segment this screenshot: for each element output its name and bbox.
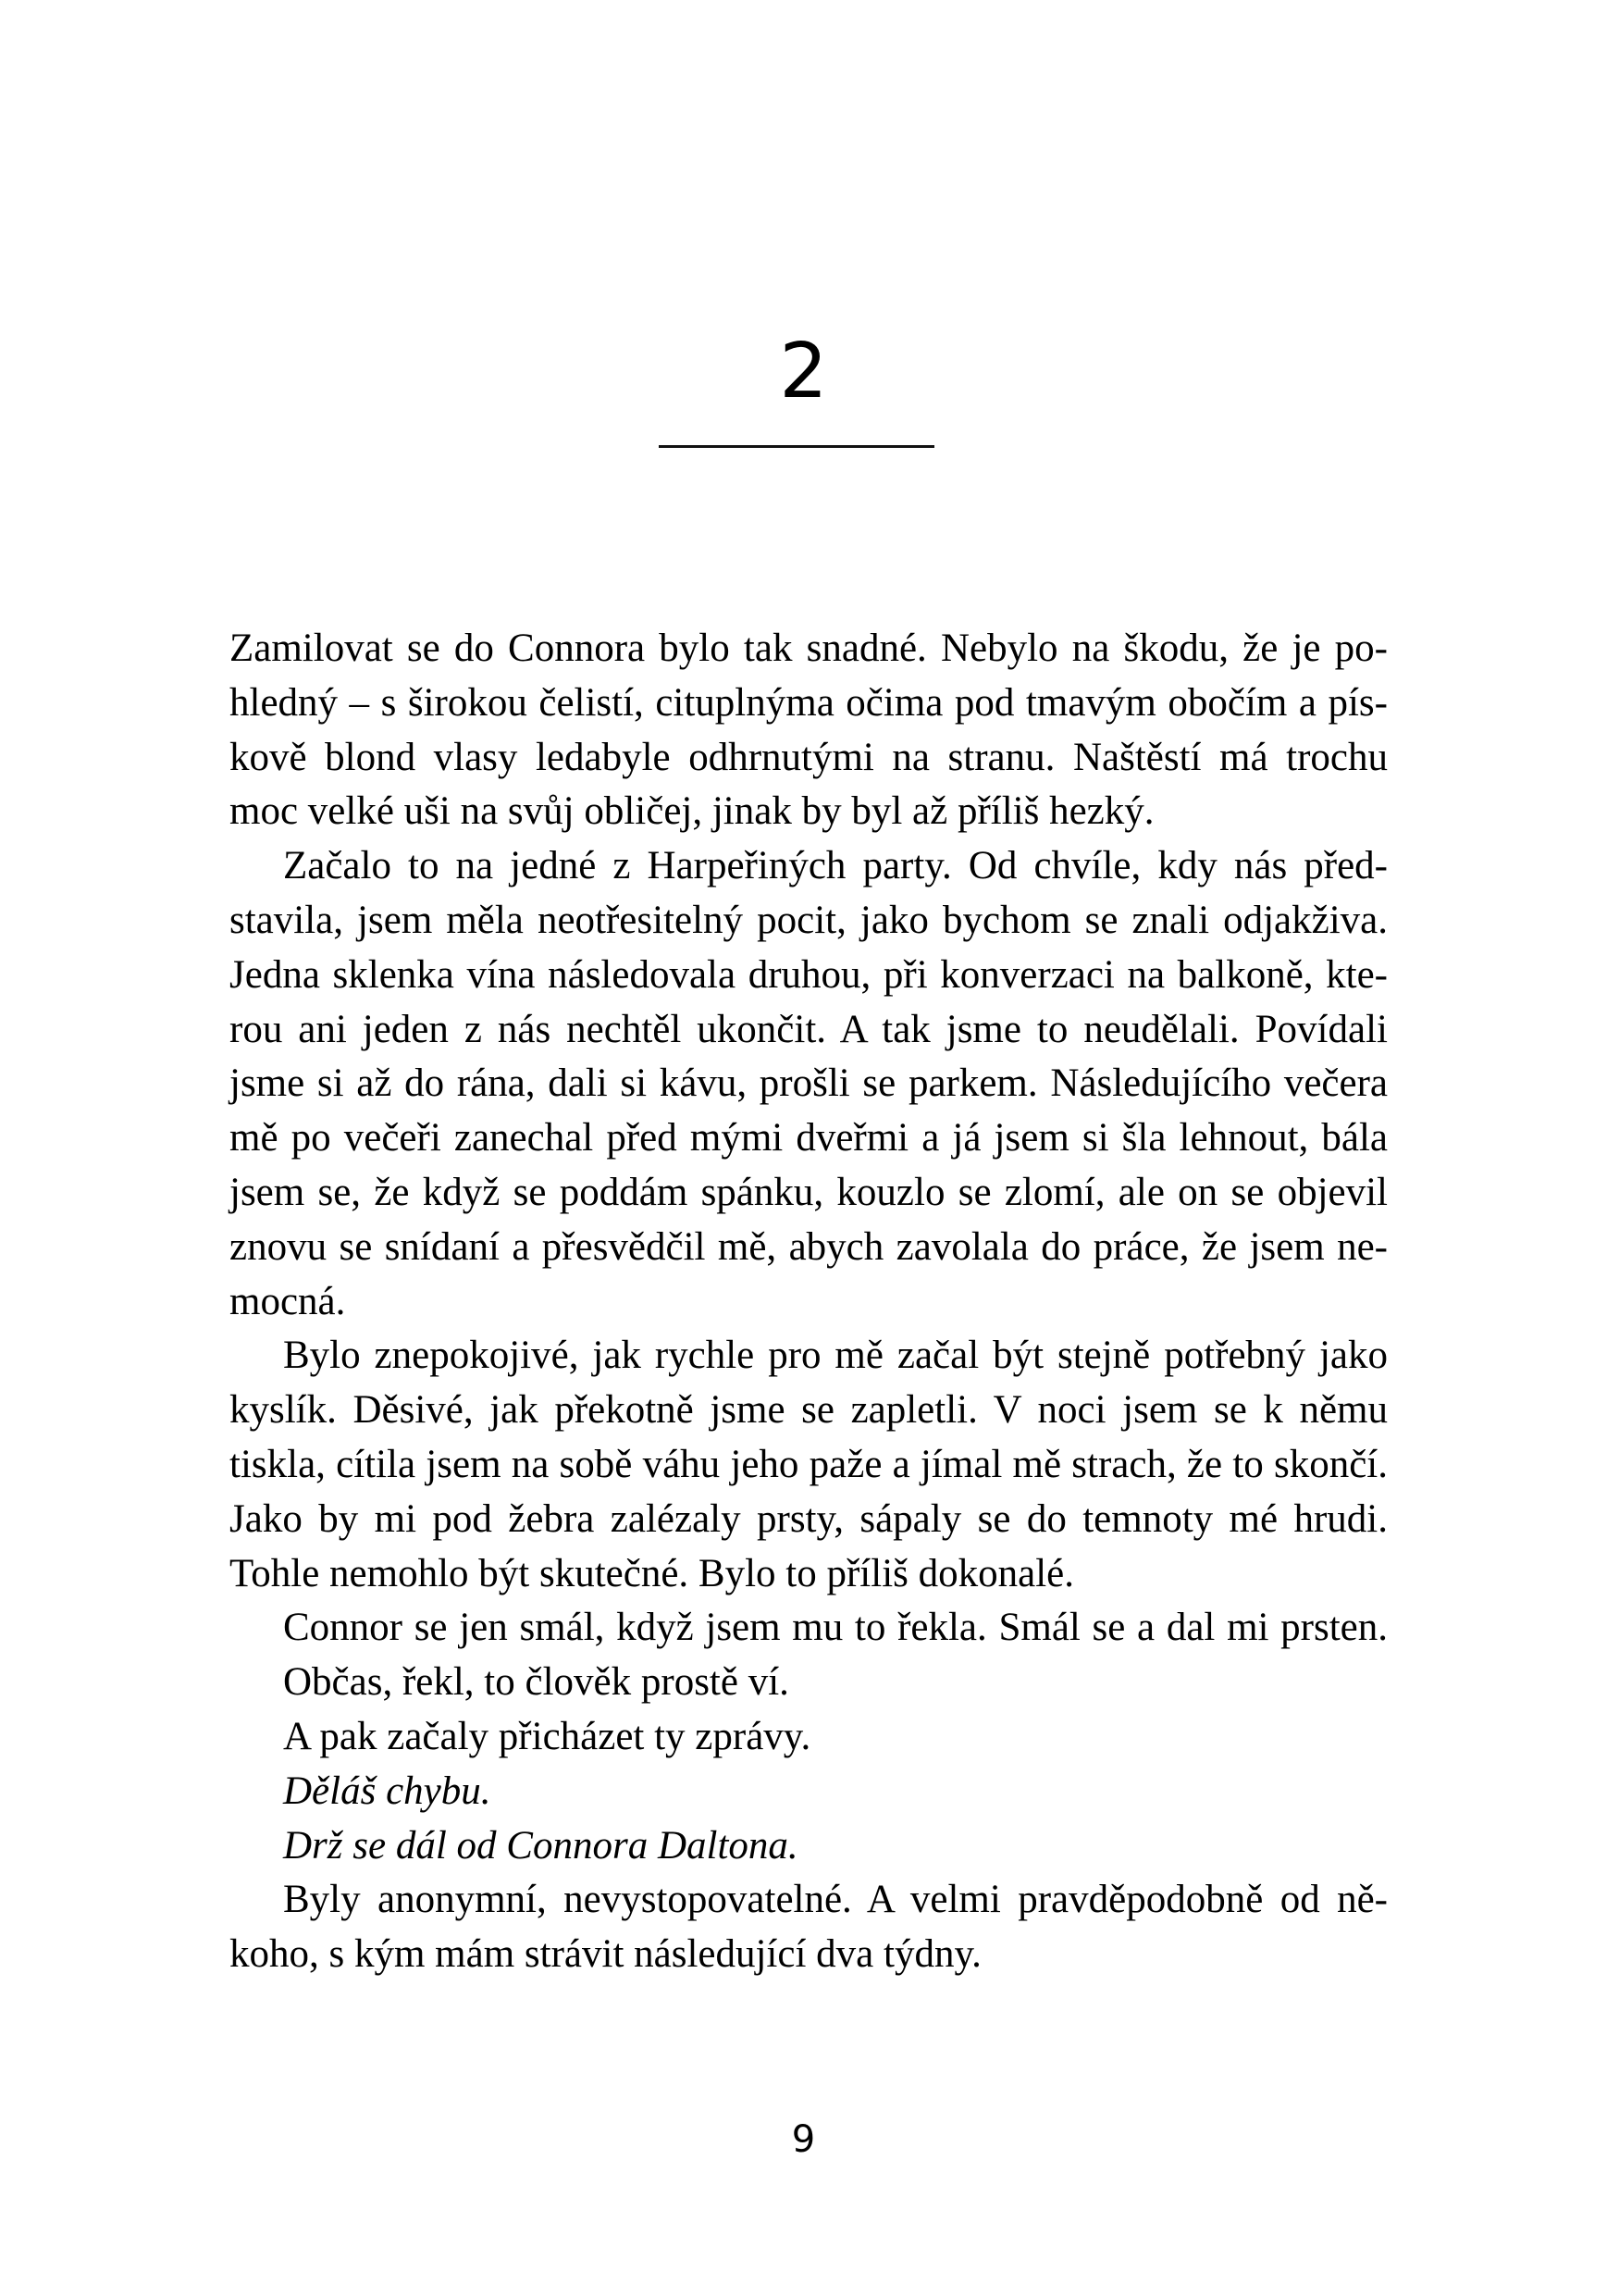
text-line: rou ani jeden z nás nechtěl ukončit. A tak jsme to neudělali. Povídali — [229, 1007, 1388, 1051]
text-line: tiskla, cítila jsem na sobě váhu jeho paže a jímal mě strach, že to skončí. — [229, 1442, 1388, 1486]
chapter-divider-rule — [659, 445, 934, 448]
text-line: Začalo to na jedné z Harpeřiných party. Od chvíle, kdy nás před- — [283, 844, 1388, 888]
text-line: kyslík. Děsivé, jak překotně jsme se zapletli. V noci jsem se k němu — [229, 1388, 1388, 1433]
text-line: hledný – s širokou čelistí, cituplnýma očima pod tmavým obočím a pís- — [229, 680, 1388, 725]
text-line: Jako by mi pod žebra zalézaly prsty, sápaly se do temnoty mé hrudi. — [229, 1496, 1388, 1541]
text-line: Drž se dál od Connora Daltona. — [283, 1823, 798, 1868]
text-line: mocná. — [229, 1279, 346, 1323]
text-line: Zamilovat se do Connora bylo tak snadné. Nebylo na škodu, že je po- — [229, 627, 1388, 670]
text-line: Bylo znepokojivé, jak rychle pro mě začal být stejně potřebný jako — [283, 1334, 1388, 1378]
text-line: Tohle nemohlo být skutečné. Bylo to příliš dokonalé. — [229, 1551, 1074, 1595]
text-line: koho, s kým mám strávit následující dva týdny. — [229, 1932, 982, 1977]
text-line: znovu se snídaní a přesvědčil mě, abych zavolala do práce, že jsem ne- — [229, 1224, 1388, 1269]
text-line: kově blond vlasy ledabyle odhrnutými na stranu. Naštěstí má trochu — [229, 735, 1388, 779]
text-line: jsem se, že když se poddám spánku, kouzlo se zlomí, ale on se objevil — [229, 1170, 1388, 1214]
text-line: A pak začaly přicházet ty zprávy. — [283, 1714, 811, 1758]
text-line: Děláš chybu. — [283, 1769, 491, 1813]
text-line: Jedna sklenka vína následovala druhou, při konverzaci na balkoně, kte- — [229, 952, 1388, 997]
chapter-number: 2 — [779, 328, 828, 416]
text-line: jsme si až do rána, dali si kávu, prošli se parkem. Následujícího večera — [229, 1061, 1388, 1106]
text-line: moc velké uši na svůj obličej, jinak by byl až příliš hezký. — [229, 789, 1155, 834]
page-number: 9 — [791, 2118, 816, 2161]
text-line: mě po večeři zanechal před mými dveřmi a já jsem si šla lehnout, bála — [229, 1116, 1388, 1160]
text-line: Connor se jen smál, když jsem mu to řekla. Smál se a dal mi prsten. — [283, 1606, 1388, 1650]
text-line: stavila, jsem měla neotřesitelný pocit, jako bychom se znali odjakživa. — [229, 898, 1388, 942]
text-line: Občas, řekl, to člověk prostě ví. — [283, 1660, 789, 1705]
text-line: Byly anonymní, nevystopovatelné. A velmi pravděpodobně od ně- — [283, 1878, 1388, 1922]
chapter-body-text — [229, 622, 1388, 1982]
